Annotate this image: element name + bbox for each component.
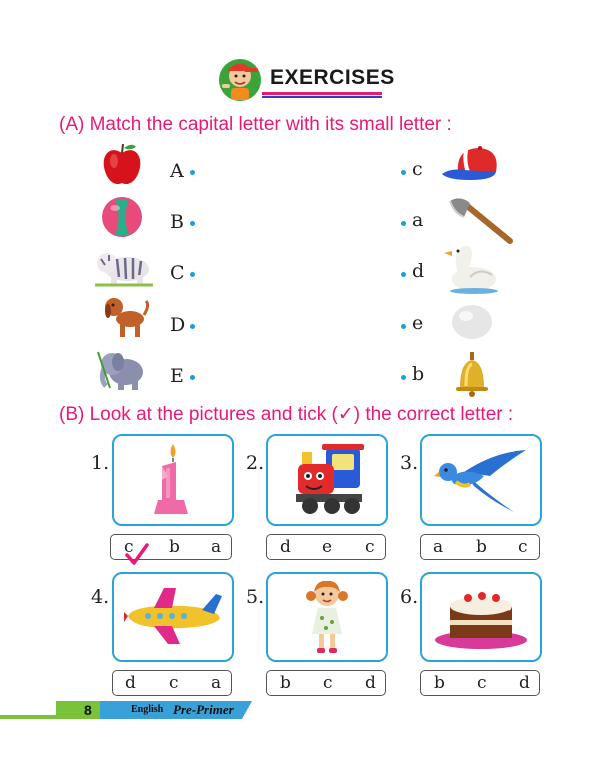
page-title: EXERCISES <box>270 66 395 89</box>
elephant-icon <box>96 348 146 392</box>
capital-letter: D <box>170 314 186 336</box>
match-dot-right[interactable] <box>401 324 406 329</box>
item-number: 2. <box>246 452 265 474</box>
small-letter: d <box>412 260 425 282</box>
book-level: Pre-Primer <box>173 702 234 717</box>
capital-letter: C <box>170 262 185 284</box>
doll-icon <box>302 578 352 656</box>
match-dot-right[interactable] <box>401 170 406 175</box>
match-dot-left[interactable] <box>190 375 195 380</box>
option-box <box>420 534 540 560</box>
small-letter: a <box>412 209 424 231</box>
dog-icon <box>102 293 150 339</box>
capital-letter: A <box>170 160 184 182</box>
option-box <box>420 670 540 696</box>
option-letter[interactable]: c <box>477 673 487 693</box>
picture-card <box>112 572 234 662</box>
match-dot-right[interactable] <box>401 221 406 226</box>
bird-icon <box>434 442 530 518</box>
item-number: 3. <box>400 452 419 474</box>
option-box <box>266 534 386 560</box>
candle-icon <box>148 442 198 518</box>
picture-card <box>266 434 388 526</box>
small-letter: b <box>412 363 425 385</box>
egg-icon <box>450 303 494 341</box>
boy-mascot-icon <box>218 54 262 104</box>
option-letter[interactable]: a <box>433 537 444 557</box>
small-letter: c <box>412 158 423 180</box>
picture-card <box>420 572 542 662</box>
section-b-heading: (B) Look at the pictures and tick (✓) the correct letter : <box>59 404 514 425</box>
match-dot-left[interactable] <box>190 272 195 277</box>
capital-letter: E <box>170 365 184 387</box>
item-number: 4. <box>91 586 110 608</box>
picture-card <box>266 572 388 662</box>
apple-icon <box>100 141 144 187</box>
match-dot-left[interactable] <box>190 324 195 329</box>
option-letter[interactable]: b <box>169 537 180 557</box>
option-letter[interactable]: b <box>476 537 487 557</box>
option-letter[interactable]: c <box>518 537 528 557</box>
duck-icon <box>444 239 500 295</box>
engine-icon <box>288 442 368 518</box>
picture-card <box>420 434 542 526</box>
cake-icon <box>432 582 530 652</box>
option-letter[interactable]: b <box>280 673 291 693</box>
option-letter[interactable]: c <box>124 537 134 557</box>
aeroplane-icon <box>124 586 224 648</box>
option-box <box>110 534 232 560</box>
option-letter[interactable]: b <box>434 673 445 693</box>
option-letter[interactable]: d <box>125 673 136 693</box>
option-letter[interactable]: c <box>365 537 375 557</box>
small-letter: e <box>412 312 424 334</box>
option-box <box>266 670 386 696</box>
option-letter[interactable]: a <box>211 673 222 693</box>
bell-icon <box>452 352 492 398</box>
match-dot-right[interactable] <box>401 272 406 277</box>
ball-icon <box>101 196 143 238</box>
axe-icon <box>446 195 514 245</box>
title-underline-blue <box>262 96 382 98</box>
page-number: 8 <box>84 702 92 718</box>
picture-card <box>112 434 234 526</box>
item-number: 5. <box>246 586 265 608</box>
tick-mark-icon <box>125 543 149 565</box>
tiger-icon <box>95 245 153 287</box>
match-dot-right[interactable] <box>401 375 406 380</box>
option-letter[interactable]: d <box>365 673 376 693</box>
item-number: 1. <box>91 452 110 474</box>
match-dot-left[interactable] <box>190 170 195 175</box>
section-a-heading: (A) Match the capital letter with its small letter : <box>59 114 452 135</box>
option-box <box>112 670 232 696</box>
match-dot-left[interactable] <box>190 221 195 226</box>
capital-letter: B <box>170 211 184 233</box>
cap-icon <box>440 144 502 184</box>
book-subject: English <box>131 704 164 715</box>
item-number: 6. <box>400 586 419 608</box>
option-letter[interactable]: e <box>322 537 333 557</box>
option-letter[interactable]: c <box>169 673 179 693</box>
title-underline-pink <box>262 92 382 95</box>
option-letter[interactable]: c <box>323 673 333 693</box>
option-letter[interactable]: d <box>519 673 530 693</box>
option-letter[interactable]: d <box>280 537 291 557</box>
option-letter[interactable]: a <box>211 537 222 557</box>
